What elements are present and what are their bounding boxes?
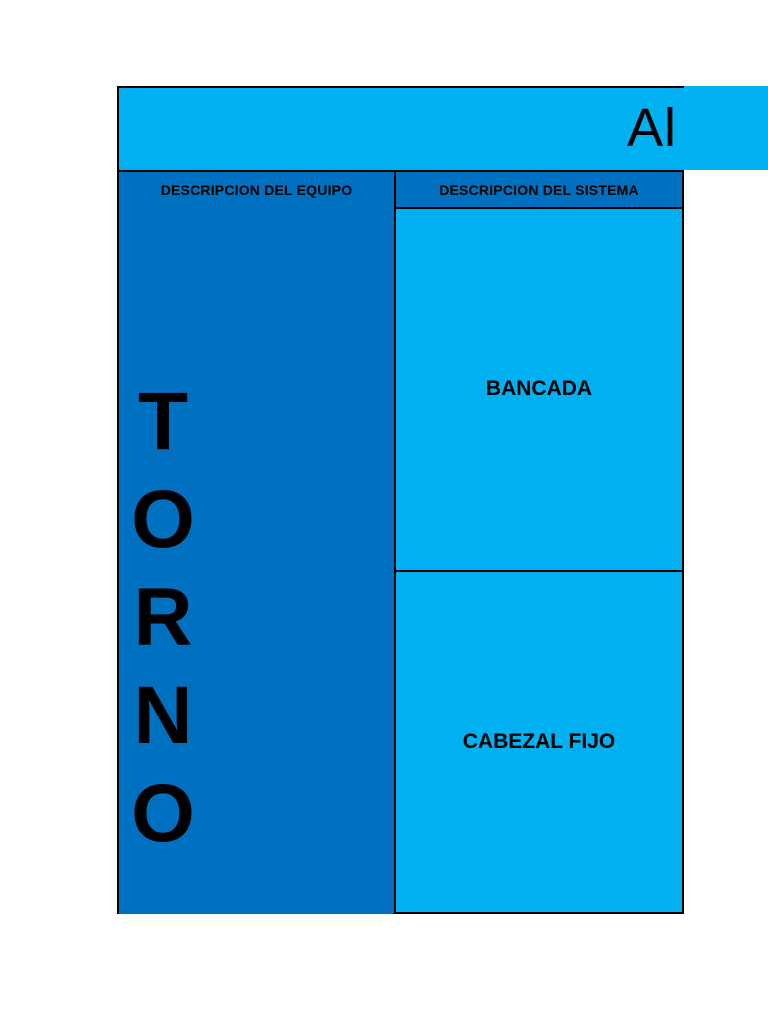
equipment-cell [117,207,396,914]
equipment-letter: O [131,474,195,565]
equipment-letter: N [133,670,193,761]
equipment-letter: T [137,376,189,467]
equipment-letter: O [131,768,195,859]
system-cell-cabezal-fijo [394,570,684,914]
system-label: BANCADA [485,377,593,400]
title-clip [117,86,684,170]
system-description-header: DESCRIPCION DEL SISTEMA [394,170,684,209]
equipment-description-header: DESCRIPCION DEL EQUIPO [117,170,396,209]
title-band-extension [684,86,768,170]
system-cell-bancada [394,207,684,572]
system-label: CABEZAL FIJO [462,730,616,753]
document-title: Al [627,98,678,158]
equipment-name-vertical [125,373,201,863]
maintenance-table [117,170,684,914]
equipment-letter: R [133,572,193,663]
